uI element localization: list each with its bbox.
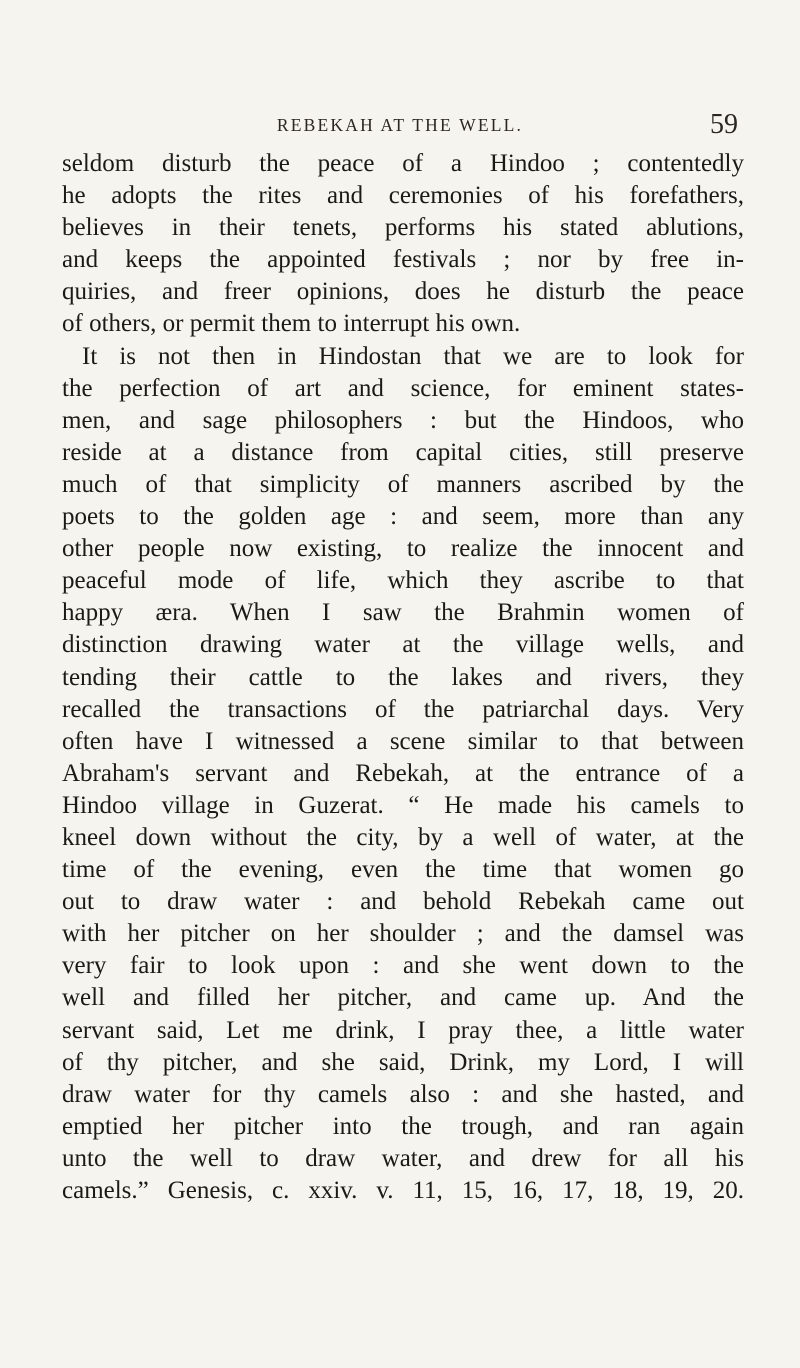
text-line: of thy pitcher, and she said, Drink, my Lord, I will [62,1048,744,1076]
text-line: reside at a distance from capital cities, still preserve [62,438,744,466]
text-line: It is not then in Hindostan that we are to look for [82,342,744,370]
running-head [0,111,800,143]
text-line: men, and sage philosophers : but the Hindoos, who [62,406,744,434]
text-line: happy æra. When I saw the Brahmin women of [62,599,744,627]
text-line: peaceful mode of life, which they ascribe to that [62,567,744,595]
text-line: and keeps the appointed festivals ; nor by free in- [62,246,744,274]
text-line: emptied her pitcher into the trough, and ran again [62,1112,744,1140]
text-line: distinction drawing water at the village wells, and [62,631,744,659]
body-text [62,148,744,1207]
text-line: poets to the golden age : and seem, more than any [62,503,744,531]
text-line: very fair to look upon : and she went down to the [62,952,744,980]
text-line: seldom disturb the peace of a Hindoo ; contentedly [62,150,744,177]
text-line: recalled the transactions of the patriarchal days. Very [62,695,744,723]
text-line: Abraham's servant and Rebekah, at the entrance of a [62,759,744,787]
text-line: with her pitcher on her shoulder ; and the damsel was [62,920,744,948]
text-line: other people now existing, to realize the innocent and [62,535,744,563]
text-line: much of that simplicity of manners ascribed by the [62,470,744,498]
text-line: of others, or permit them to interrupt his own. [62,310,521,338]
text-line: draw water for thy camels also : and she hasted, and [62,1080,744,1108]
text-line: often have I witnessed a scene similar to that between [62,727,744,755]
running-title: REBEKAH AT THE WELL. [276,115,524,135]
text-line: servant said, Let me drink, I pray thee, a little water [62,1016,744,1044]
text-line: believes in their tenets, performs his stated ablutions, [62,214,744,242]
text-line: quiries, and freer opinions, does he disturb the peace [62,278,744,306]
text-line: tending their cattle to the lakes and rivers, they [62,663,744,691]
text-line: out to draw water : and behold Rebekah came out [62,888,744,916]
text-line: camels.” Genesis, c. xxiv. v. 11, 15, 16, 17, 18, 19, 20. [62,1177,744,1204]
text-line: well and filled her pitcher, and came up. And the [62,984,744,1012]
text-line: kneel down without the city, by a well of water, at the [62,823,744,851]
text-line: the perfection of art and science, for eminent states- [62,374,744,402]
text-line: he adopts the rites and ceremonies of his forefathers, [62,182,744,210]
page-number: 59 [710,109,738,140]
text-line: time of the evening, even the time that women go [62,856,744,884]
text-line: Hindoo village in Guzerat. “ He made his camels to [62,791,744,819]
text-line: unto the well to draw water, and drew for all his [62,1144,744,1172]
